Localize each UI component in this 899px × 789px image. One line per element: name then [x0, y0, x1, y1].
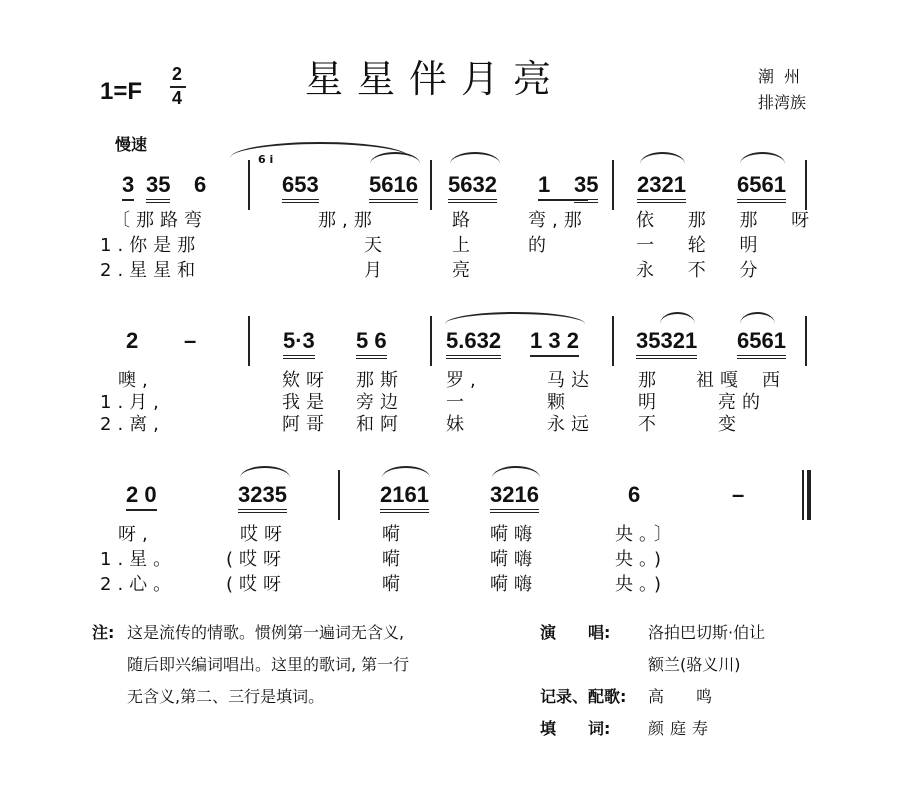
lyric: 那斯: [356, 370, 404, 391]
lyric: 阿哥: [282, 414, 330, 435]
note: 3: [122, 172, 134, 201]
slur: [450, 152, 500, 164]
credit-name: 高 鸣: [648, 687, 713, 706]
lyric: 嗬嗨: [490, 549, 538, 570]
note: 5632: [448, 172, 497, 203]
lyric: 上: [452, 235, 476, 256]
lyric: 欸呀: [282, 370, 330, 391]
key-signature: 1=F: [100, 78, 143, 105]
credit-role: 填 词:: [540, 719, 611, 738]
lyric: 1.你是那: [100, 235, 202, 256]
lyric: 央。): [615, 574, 668, 595]
lyric: 2.星星和: [100, 260, 202, 281]
barline: [338, 470, 340, 520]
barline: [805, 316, 807, 366]
barline: [430, 316, 432, 366]
tempo: 慢速: [115, 135, 148, 154]
barline: [248, 316, 250, 366]
note: 1: [538, 172, 588, 201]
lyric: 和阿: [356, 414, 404, 435]
slur: [740, 152, 785, 164]
lyric: 2.离,: [100, 414, 165, 435]
note: 5616: [369, 172, 418, 203]
lyric: 央。〕: [615, 524, 678, 545]
lyric: 罗,: [446, 370, 482, 391]
note-label: 注:: [92, 623, 115, 642]
note: 6: [194, 172, 207, 197]
lyric: 一 轮 明: [636, 235, 772, 256]
lyric: 月: [364, 260, 388, 281]
lyric: 西: [762, 370, 786, 391]
lyric: 永 不 分: [636, 260, 772, 281]
region: 潮州: [758, 67, 811, 86]
lyric: 弯,那: [528, 210, 588, 231]
note: –: [732, 482, 745, 507]
lyric: 变: [718, 414, 742, 435]
lyric: 祖嘎: [696, 370, 744, 391]
lyric: 永远: [547, 414, 595, 435]
lyric: 马达: [547, 370, 595, 391]
credit-role: 记录、配歌:: [540, 687, 627, 706]
slur: [740, 312, 775, 324]
lyric: 那,那: [318, 210, 378, 231]
barline: [805, 160, 807, 210]
note: 6561: [737, 172, 786, 203]
note: 35: [146, 172, 170, 203]
note: 6: [628, 482, 641, 507]
slur: [445, 312, 585, 324]
lyric: 不: [638, 414, 662, 435]
lyric: (哎呀: [226, 549, 288, 570]
note: 2161: [380, 482, 429, 513]
note: 3235: [238, 482, 287, 513]
note: 2 0: [126, 482, 157, 511]
lyric: 哎呀: [240, 524, 288, 545]
note: 1 3 2: [530, 328, 579, 357]
lyric: 1.月,: [100, 392, 165, 413]
lyric: 明: [638, 392, 662, 413]
credit-role: 演 唱:: [540, 623, 611, 642]
lyric: 嗬嗨: [490, 574, 538, 595]
slur: [640, 152, 685, 164]
note: 3216: [490, 482, 539, 513]
lyric: 一: [446, 392, 470, 413]
lyric: 央。): [615, 549, 668, 570]
credit-name: 颜庭寿: [648, 719, 715, 738]
note: 2321: [637, 172, 686, 203]
lyric: 2.心。: [100, 574, 178, 595]
slur: [240, 466, 290, 478]
lyric: 旁边: [356, 392, 404, 413]
grace-notes: 6 i: [258, 153, 274, 166]
note-line: 随后即兴编词唱出。这里的歌词, 第一行: [127, 655, 410, 674]
lyric: 嗬: [382, 549, 406, 570]
barline: [248, 160, 250, 210]
credit-name: 额兰(骆义川): [648, 655, 741, 674]
people: 排湾族: [758, 93, 807, 112]
time-numerator: 2: [172, 64, 183, 84]
note-line: 无含义,第二、三行是填词。: [127, 687, 325, 706]
lyric: 嗬: [382, 574, 406, 595]
lyric: 我是: [282, 392, 330, 413]
note: 2: [126, 328, 139, 353]
lyric: 妹: [446, 414, 470, 435]
barline: [612, 160, 614, 210]
lyric: 〔那路弯: [112, 210, 208, 231]
lyric: 路: [452, 210, 476, 231]
note: 5.632: [446, 328, 501, 359]
credit-name: 洛拍巴切斯·伯让: [648, 623, 766, 642]
slur: [492, 466, 540, 478]
slur: [382, 466, 430, 478]
song-title: 星星伴月亮: [305, 57, 566, 101]
lyric: 亮: [452, 260, 476, 281]
lyric: 颗: [547, 392, 571, 413]
lyric: 依 那 那 呀: [636, 210, 824, 231]
note: 653: [282, 172, 319, 203]
note: 6561: [737, 328, 786, 359]
lyric: 嗬: [382, 524, 406, 545]
lyric: 嗬嗨: [490, 524, 538, 545]
lyric: (哎呀: [226, 574, 288, 595]
final-barline: [807, 470, 811, 520]
barline: [430, 160, 432, 210]
barline: [612, 316, 614, 366]
lyric: 那: [638, 370, 662, 391]
note: 5 6: [356, 328, 387, 359]
time-denominator: 4: [172, 88, 183, 108]
lyric: 天: [364, 235, 388, 256]
note: 35: [574, 172, 598, 203]
lyric: 的: [528, 235, 552, 256]
note-line: 这是流传的情歌。惯例第一遍词无含义,: [127, 623, 405, 642]
slur: [660, 312, 695, 324]
note: 35321: [636, 328, 697, 359]
lyric: 呀,: [118, 524, 154, 545]
final-barline: [802, 470, 804, 520]
lyric: 亮的: [718, 392, 766, 413]
note: 5·3: [283, 328, 315, 359]
lyric: 噢,: [118, 370, 154, 391]
note: –: [184, 328, 197, 353]
lyric: 1.星。: [100, 549, 178, 570]
